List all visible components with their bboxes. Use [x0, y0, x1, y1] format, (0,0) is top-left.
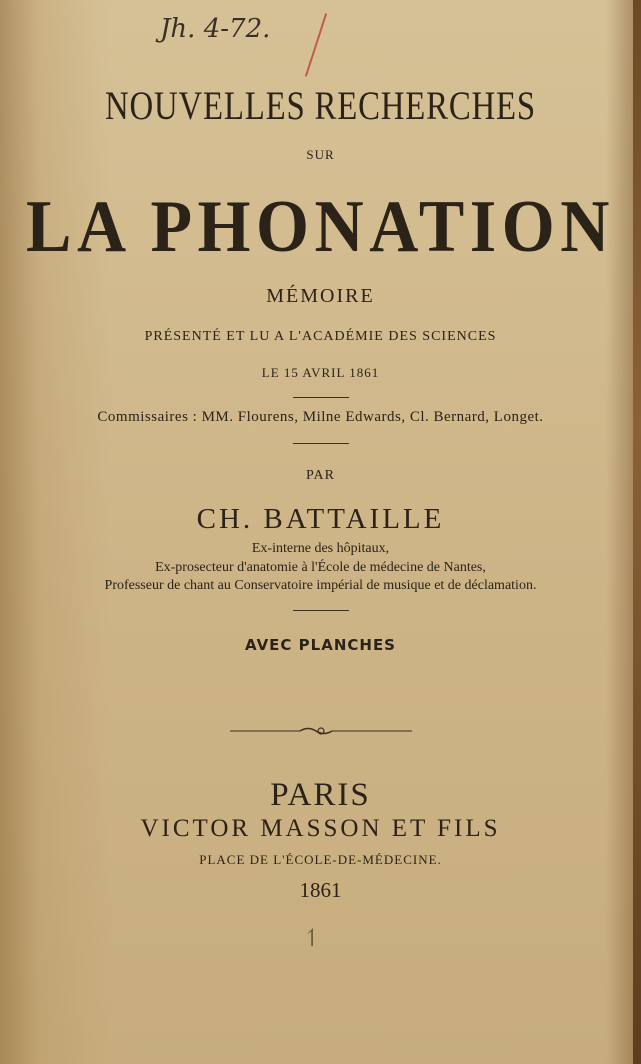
main-title: LA PHONATION — [26, 186, 615, 268]
presented-line: PRÉSENTÉ ET LU A L'ACADÉMIE DES SCIENCES — [144, 329, 497, 344]
par-label: PAR — [306, 468, 335, 483]
divider-rule — [293, 397, 349, 398]
ornamental-rule — [230, 724, 412, 738]
handwritten-shelfmark: Jh. 4-72. — [160, 14, 271, 44]
subtitle-memoire: MÉMOIRE — [266, 285, 375, 307]
publication-year: 1861 — [299, 878, 342, 902]
date-line: LE 15 AVRIL 1861 — [261, 365, 380, 380]
divider-rule — [293, 610, 349, 611]
imprint-city: PARIS — [270, 777, 371, 813]
credential-line: Ex-prosecteur d'anatomie à l'École de médecine de Nantes, — [155, 560, 486, 575]
publisher-name: VICTOR MASSON ET FILS — [140, 815, 501, 842]
divider-rule — [293, 443, 349, 444]
credential-line: Professeur de chant au Conservatoire impérial de musique et de déclamation. — [104, 578, 537, 593]
credential-line: Ex-interne des hôpitaux, — [251, 541, 390, 556]
title-line-1: NOUVELLES RECHERCHES — [105, 83, 536, 128]
handwritten-mark-icon: ↿ — [302, 924, 323, 952]
plates-note: AVEC PLANCHES — [244, 636, 396, 654]
title-sur: SUR — [306, 147, 335, 162]
commissioners-line: Commissaires : MM. Flourens, Milne Edwards, Cl. Bernard, Longet. — [97, 409, 544, 425]
publisher-address: PLACE DE L'ÉCOLE-DE-MÉDECINE. — [199, 852, 442, 867]
author-name: CH. BATTAILLE — [196, 503, 445, 535]
